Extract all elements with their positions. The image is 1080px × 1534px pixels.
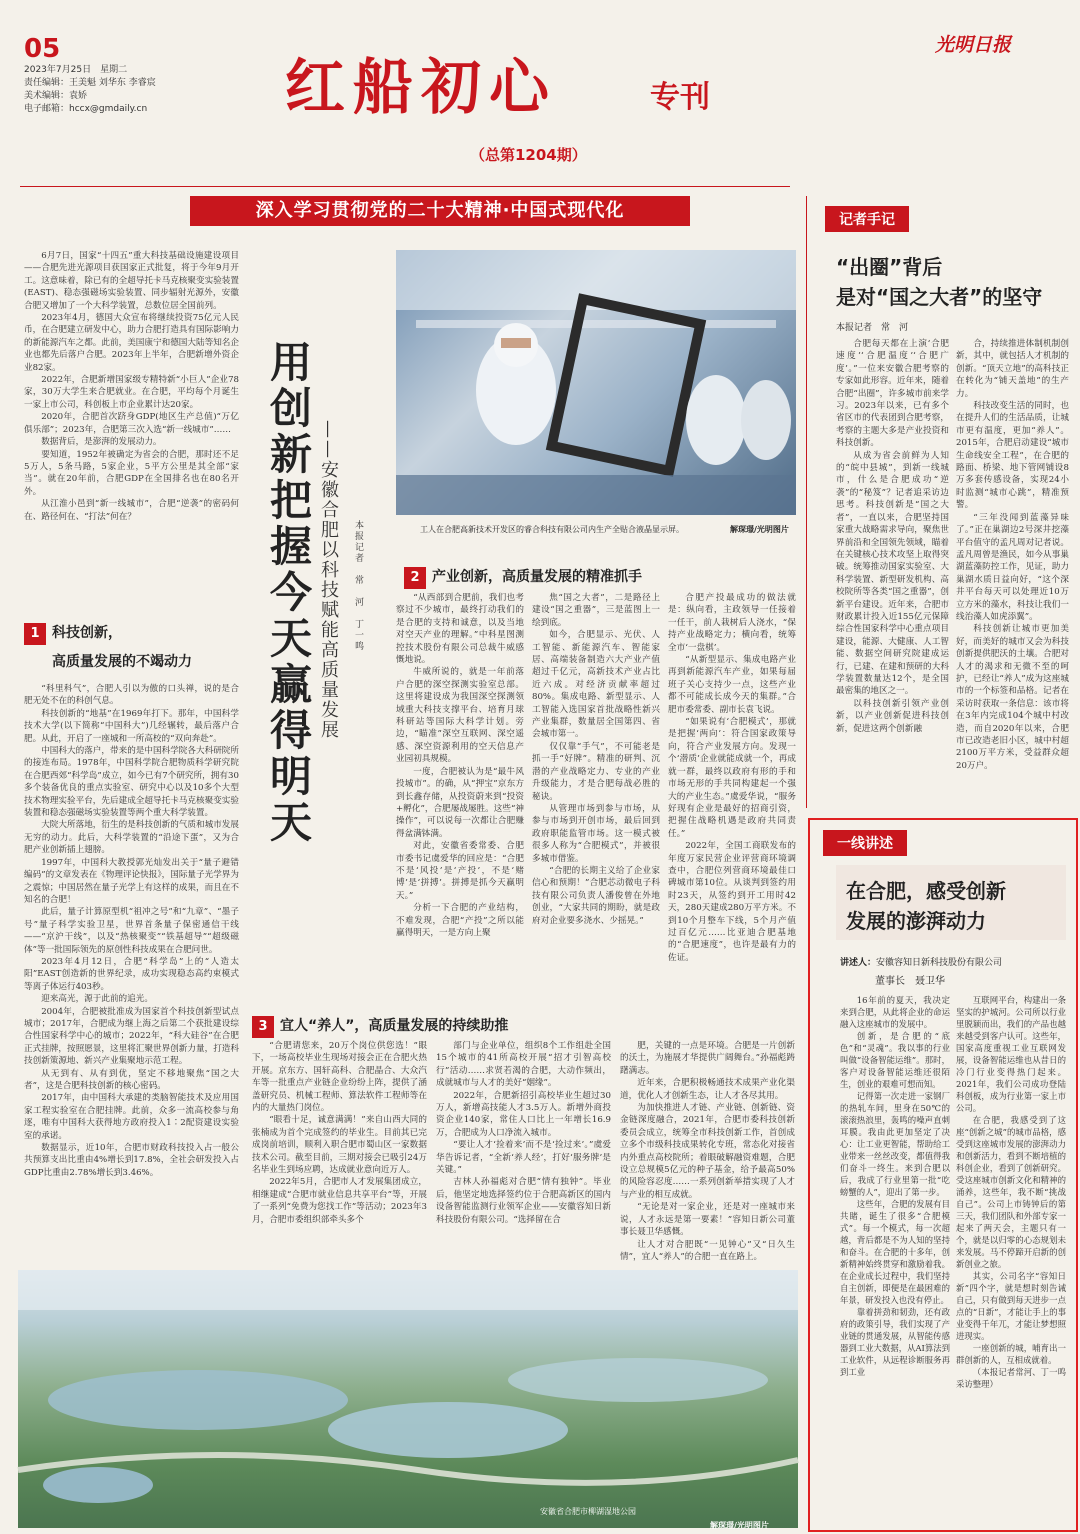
section3-col2: 部门与企业单位，组织8个工作组赴全国15个城市的41所高校开展“招才引智高校行”活动……求贤若渴的合肥，大动作频出，成就城市与人才的美好“姻缘”。 2022年，合肥新招引高校毕业生超过30万人，新增高技能人才3.5万人。新增外商投资企业140家，常住人口比上一年增长16.9万，合肥成为人口净流入城市。 “要让人才‘捡着来’而不是‘捡过来’。”虞爱华告诉记者，“全新‘养人经’，打好‘服务牌’是关键。” 吉林人孙福彪对合肥“情有独钟”。毕业后，他坚定地选择签约位于合肥高新区的国内设备智能监测行业领军企业——安徽容知日新科技股份有限公司。“选择留在合 [436, 1041, 611, 1225]
wetland-photo-credit: 解琛璟/光明图片 [710, 1521, 769, 1530]
section1-title-line2: 高质量发展的不竭动力 [52, 654, 192, 670]
factory-photo-caption: 工人在合肥高新技术开发区的睿合科技有限公司内生产全贴合液晶显示屏。 [420, 525, 684, 534]
notebook-tag: 记者手记 [825, 206, 909, 232]
wetland-photo-caption: 安徽省合肥市柳湖湿地公园 [540, 1507, 636, 1516]
section3-col1: “合肥请您来，20万个岗位供您选！”眼下，一场高校毕业生现场对接会正在合肥火热开展。京东方、国轩高科、合肥晶合、大众汽车等一批重点产业链企业纷纷上阵，提供了涵盖研究员、机械工程师、算法软件工程师等在内的大量热门岗位。 “眼看十足，诚意满满！”来自山西大同的张楠成为首个完成签约的毕业生。目前其已完成岗前培训，顺利入职合肥市蜀山区一家数据技术公司。截至目前，三期对接会已吸引24万名毕业生到场应聘，达成就业意向近万人。 2022年5月，合肥市人才发展集团成立，相继建成“合肥市就业信息共享平台”等，开展了一系列“免费为您找工作”等活动；2023年3月，合肥市委组织部牵头多个 [252, 1041, 427, 1225]
notebook-byline: 本报记者 常 河 [836, 323, 909, 333]
header-divider [20, 186, 790, 187]
section3-col3: 肥，关键的一点是环境。合肥是一片创新的沃土，为施展才华提供广阔舞台。”孙福彪踌躇满志。 近年来，合肥积极畅通技术成果产业化渠道，优化人才创新生态，让人才各尽其用。 为加快推进人才链、产业链、创新链、资金链深度融合，2021年，合肥市委科技创新委员会成立，统筹全市科技创新工作，首创成立多个市级科技成果转化专班，常态化对接省内外重点高校院所；着眼破解融资难题，合肥设立总规模5亿元的种子基金，给予最高50%的风险容忍度……一系列创新举措实现了人才与产业的相互成就。 “无论是对一家企业，还是对一座城市来说，人才永远是第一要素！”容知日新公司董事长聂卫华感慨。 让人才对合肥既“一见钟心”又“日久生情”，宜人“养人”的合肥一直在路上。 [620, 1041, 795, 1262]
notebook-title-line2: 是对“国之大者”的坚守 [836, 285, 1043, 309]
page-number: 05 [24, 34, 61, 64]
frontline-title-line1: 在合肥，感受创新 [846, 879, 1006, 903]
issue-number: （总第1204期） [470, 146, 587, 164]
notebook-title-line1: “出圈”背后 [836, 255, 943, 279]
section3-heading [252, 1015, 508, 1038]
section2-col1: “从西部到合肥前，我们也考察过不少城市，最终打动我们的是合肥的支持和诚意，以及当地对空天产业的理解。”中科星图测控技术股份有限公司总裁牛威感慨地说。 牛威所说的，就是一年前落户合肥的深空探测实验室总部。这里将建设成为我国深空探测领域重大科技支撑平台、培育月球科研站等国际大科学计划。旁边，“瞄准”深空互联网、深空遥感、深空资源利用的空天信息产业园初具规模。 一度，合肥被认为是“最牛风投城市”。的确，从“押宝”京东方到长鑫存储，从投资蔚来到“投资+孵化”，合肥屡战屡胜。这些“神操作”，可以说每一次都让合肥赚得盆满钵满。 对此，安徽省委常委、合肥市委书记虞爱华的回应是：“合肥不是‘风投’是‘产投’，不是‘赌博’是‘拼搏’。拼搏是抓今天赢明天。” 分析一下合肥的产业结构，不难发现，合肥“产投”之所以能赢得明天，一是方向上聚 [396, 593, 524, 938]
responsible-editors: 责任编辑：王美魁 刘华东 李睿宸 [24, 78, 156, 88]
frontline-title [846, 876, 1006, 936]
lead-headline: 用创新把握今天赢得明天 [264, 340, 313, 846]
section1-title-line1: 科技创新， [52, 625, 122, 641]
editor-email: 电子邮箱：hccx@gmdaily.cn [24, 104, 148, 114]
frontline-speaker-org: 安徽容知日新科技股份有限公司 [876, 958, 1003, 968]
section1-heading [24, 622, 254, 671]
lead-intro: 6月7日，国家“十四五”重大科技基础设施建设项目——合肥先进光源项目获国家正式批复，将于今年9月开工。这意味着，除已有的全超导托卡马克核聚变实验装置(EAST)、稳态强磁场实验装置、同步辐射光源外，安徽合肥又增加了一个大科学装置，总数位居全国前列。 2023年4月，德国大众宣布将继续投资75亿元人民币，在合肥建立研发中心，助力合肥打造具有国际影响力的新能源汽车之都。此前，美国康宁和德国大陆等知名企业也都先后落户合肥。2023年上半年，合肥新增外资企业82家。 2022年，合肥新增国家级专精特新“小巨人”企业78家，30万大学生来合肥就业。在合肥，平均每个月诞生一家上市公司，科创板上市企业累计达20家。 2020年，合肥首次跻身GDP(地区生产总值)“万亿俱乐部”；2023年，合肥第三次入选“新一线城市”…… 数据背后，是澎湃的发展动力。 要知道，1952年被确定为省会的合肥，那时还不足5万人，5条马路，5家企业，5平方公里是其全部“家当”。就在20年前，合肥GDP在全国排名也在80名开外。 从江淮小邑到“新一线城市”，合肥“逆袭”的密码何在、路径何在、“打法”何在？ [24, 251, 239, 522]
factory-photo [396, 250, 796, 515]
section2-title: 产业创新，高质量发展的精准抓手 [432, 569, 642, 585]
wetland-photo-illustration [18, 1270, 798, 1528]
issue-date: 2023年7月25日 星期二 [24, 65, 128, 75]
lead-byline: 本报记者 常 河 丁一鸣 [353, 520, 363, 652]
lead-subtitle: ——安徽合肥以科技赋能高质量发展 [318, 420, 339, 740]
newspaper-logo: 光明日报 [935, 34, 1012, 56]
header-info [24, 34, 174, 116]
section1-body: “科里科气”，合肥人引以为傲的口头禅，说的是合肥无处不在的科创气息。 科技创新的“地基”在1969年打下。那年，中国科学技术大学(以下简称“中国科大”)几经辗转，最后落户合肥。从此，开启了一座城和一所高校的“双向奔赴”。 中国科大的落户，带来的是中国科学院各大科研院所的接连布局。1978年，中国科学院合肥物质科学研究院在合肥西郊“科学岛”成立，如今已有7个研究所，拥有30多个装备优良的重点实验室、研究中心以及10多个大型技术物理实验平台，先后建成全超导托卡马克核聚变实验装置和稳态强磁场实验装置等两个重大科学装置。 大院大所落地，衍生的是科技创新的气质和城市发展无穷的动力。此后，大科学装置的“沿途下蛋”，又为合肥产业创新插上翅膀。 1997年，中国科大教授郭光灿发出关于“量子避错编码”的文章发表在《物理评论快报》，国际量子光学界为之震惊；中国居然在量子光学上有这样的成果，而且在不知名的合肥！ 此后，量子计算原型机“祖冲之号”和“九章”、“墨子号”量子科学实验卫星，世界首条量子保密通信干线——“京沪干线”，以及“热核聚变”“铁基超导”“超级磁体”等一批国际领先的原创性科技成果在合肥问世。 2023年4月12日，合肥“科学岛”上的“人造太阳”EAST创造新的世界纪录，成功实现稳态高约束模式等离子体运行403秒。 迎来高光，源于此前的追光。 2004年，合肥被批准成为国家首个科技创新型试点城市；2017年，合肥成为继上海之后第二个获批建设综合性国家科学中心的城市；2022年，“科大硅谷”在合肥正式挂牌，按照愿景，这里将汇聚世界创新力量，打造科技创新策源地、新兴产业集聚地示范工程。 从无到有、从有到优，坚定不移地聚焦“国之大者”，这是合肥科技创新的核心密码。 2017年，由中国科大承建的类脑智能技术及应用国家工程实验室在合肥挂牌。此前，众多一流高校参与角逐，唯有中国科大获得地方政府投入1∶2配资建设实验室的承诺。 数据显示，近10年，合肥市财政科技投入占一般公共预算支出比重由4%增长到17.8%，全社会研发投入占GDP比重由2.78%增长到3.46%。 [24, 684, 239, 1178]
art-editor: 美术编辑：袁娇 [24, 91, 88, 101]
wetland-photo [18, 1270, 798, 1528]
frontline-col1: 16年前的夏天，我决定来到合肥，从此将企业的命运融入这座城市的发展中。 创新，是合肥的“底色”和“灵魂”。我以事的行业叫做“设备智能运维”。那时，客户对设备智能运维还很陌生，创业的艰难可想而知。 记得第一次走进一家钢厂的热轧车间，里身在50℃的滚滚热浪里，轰鸣的噪声直刺耳膜。我由此更加坚定了决心：让工业更智能，帮助给工业带来一丝丝改变，都值得我们奋斗一终生。来到合肥以后，我成了行业里第一批“吃螃蟹的人”，迎出了第一步。 这些年，合肥的发展有目共睹，诞生了很多“合肥模式”。每一个模式，每一次超越，背后都是不为人知的坚持和奋斗。在合肥的十多年，创新精神始终贯穿和激励着我。在企业成长过程中，我们坚持自主创新，即便是在最困难的年景，研发投入也没有停止。 靠着拼劲和韧劲，还有政府的政策引导，我们实现了产业链的贯通发展，从智能传感器到工业大数据，从AI算法到工业软件，从远程诊断服务再到工业 [840, 995, 950, 1377]
notebook-col2: 合，持续推进体制机制创新，其中，就包括人才机制的创新。“顶天立地”的高科技正在转化为“铺天盖地”的生产力。 科技改变生活的同时，也在提升人们的生活品质，让城市更有温度，更加“养人”。2015年，合肥启动建设“城市生命线安全工程”，在合肥的路面、桥梁、地下管网铺设8万多套传感设备，实现24小时监测“城市心跳”，精准预警。 “三年没闻到蓝藻异味了。”正在巢湖边2号深井挖藻平台值守的孟凡周对记者说。孟凡周曾是渔民，如今从事巢湖蓝藻防控工作，见证，助力巢湖水质日益向好，“这个深井平台每天可以处理近10万立方米的藻水，科技让我们一线治藻人如虎添翼”。 科技创新让城市更加美好，而美好的城市又会为科技创新提供肥沃的土壤。合肥对人才的渴求和无微不至的呵护，已经让“养人”成为这座城市的一个标签和品格。记者在采访时获取一条信息：该市将在3年内完成104个城中村改造，而自2020年以来，合肥市已改造老旧小区，城中村超2100万平方米，受益群众超20万户。 [956, 339, 1069, 771]
theme-banner: 深入学习贯彻党的二十大精神·中国式现代化 [190, 196, 690, 226]
section3-number: 3 [252, 1016, 274, 1038]
section2-col2: 焦“国之大者”，二是路径上建设“国之重器”，三是蓝图上一绘到底。 如今，合肥显示、光伏、人工智能、新能源汽车、智能家居、高端装备制造六大产业产值超过千亿元，高新技术产业占比近六成。对经济贡献率超过80%。集成电路、新型显示、人工智能入选国家首批战略性新兴产业集群，数量居全国第四、省会城市第一。 仅仅靠“手气”，不可能老是抓一手“好牌”。精准的研判、沉潜的产业战略定力、专业的产业升级能力，才是合肥每战必胜的秘诀。 从管理市场到参与市场，从参与市场到开创市场，最后回到政府职能监管市场。这一模式被很多人称为“合肥模式”，并被很多城市借鉴。 “合肥的长期主义给了企业家信心和预期！”合肥芯动微电子科技有限公司负责人潘俊曾在外地创业，“大家共同的期盼，就是政府对企业要多浇水、少摇晃。” [532, 593, 660, 926]
section1-number: 1 [24, 623, 46, 645]
frontline-title-line2: 发展的澎湃动力 [846, 909, 986, 933]
frontline-tag: 一线讲述 [823, 830, 907, 856]
section2-number: 2 [404, 567, 426, 589]
notebook-col1: 合肥每天都在上演‘合肥速度’‘合肥温度’‘合肥广度’。”一位来安徽合肥考察的专家如此形容。近年来，随着合肥“出圈”，许多城市前来学习。2023年以来，已有多个省区市的代表团到合肥考察，考察的主题大多是产业投资和科技创新。 从成为省会前鲜为人知的“皖中县城”，到新一线城市，什么是合肥成功“逆袭”的“秘笈”？记者追采访边思考。科技创新是“国之大者”，一直以来，合肥坚持国家重大战略需求导向，聚焦世界前沿和全国领先领域，瞄着在关键核心技术攻坚上取得突破。统筹推动国家实验室、大科学装置、新型研发机构、高校院所等各类“国之重器”，创新平台建设。近年来，合肥市财政累计投入近155亿元保障综合性国家科学中心重点项目建设，能源、大健康、人工智能、数据空间研究院建成运行，已建、在建和预研的大科学装置数量达12个，是全国最密集的地区之一。 以科技创新引领产业创新，以产业创新促进科技创新，促进这两个创新融 [836, 339, 949, 734]
notebook-title [836, 252, 1042, 312]
column-divider [806, 196, 807, 808]
factory-photo-illustration [396, 250, 796, 515]
section3-title: 宜人“养人”，高质量发展的持续助推 [280, 1018, 509, 1034]
frontline-speaker-role: 董事长 聂卫华 [875, 976, 945, 987]
frontline-speaker [840, 955, 1002, 968]
masthead-title: 红船初心 [285, 53, 557, 123]
section2-col3: 合肥产投最成功的做法就是：纵向看，主政领导一任接着一任干，前人栽树后人浇水，“保持产业战略定力；横向看，统筹全市‘一盘棋’。 “从新型显示、集成电路产业再到新能源汽车产业，如果每届班子关心支持少一点，这些产业都不可能成长成今天的集群。”合肥市委常委、副市长袁飞说。 “如果说有‘合肥模式’，那就是把握‘两向’：符合国家政策导向，符合产业发展方向。发现一个‘潜质’企业就能成就一个，再成就一群，最终以政府有形的手和市场无形的手共同构建起一个强大的产业生态。”虞爱华说，“服务好现有企业是最好的招商引资，把握住战略机遇是政府共同责任。” 2022年，全国工商联发布的年度万家民营企业评营商环境调查中，合肥位列营商环境最佳口碑城市第10位。从谈判到签约用时23天，从签约到开工用时42天，280天建成280万平方米。不到10个月整车下线，5个月产值过百亿元……比亚迪合肥基地的“合肥速度”，也许是最有力的佐证。 [668, 593, 796, 963]
section2-heading [404, 566, 642, 589]
frontline-speaker-label: 讲述人： [840, 958, 877, 968]
frontline-col2: 互联网平台，构建出一条坚实的护城河。公司所以行业里脱颖而出，我们的产品也越来越受到客户认可。这些年，国家高度重视工业互联网发展，设备智能运维也从昔日的冷门行业变得热门起来。2021年，我们公司成功登陆科创板，成为行业第一家上市公司。 在合肥，我感受到了这座“创新之城”的城市品格，感受到这座城市发展的澎湃动力和创新活力，看到不断培植的科创企业，看到了创新研究。受这座城市创新文化和精神的涌养，这些年，我不断“挑战自己”。公司上市铸钟后的第三天，我们团队和外部专家一起来了两天会，主题只有一个，就是以归零的心态规划未来发展。马不停蹄开启新的创新创业之旅。 其实，公司名字“容知日新”四个字，就是想时刻告诫自己，只有做到每天进步一点点的“日新”，才能让手上的事业变得千年兀，才能让梦想照进现实。 一座创新的城，哺育出一群创新的人，互相成就着。 （本报记者常河、丁一鸣采访整理） [956, 995, 1066, 1389]
factory-photo-credit: 解琛璟/光明图片 [730, 525, 789, 534]
special-edition-label: 专刊 [650, 80, 710, 115]
